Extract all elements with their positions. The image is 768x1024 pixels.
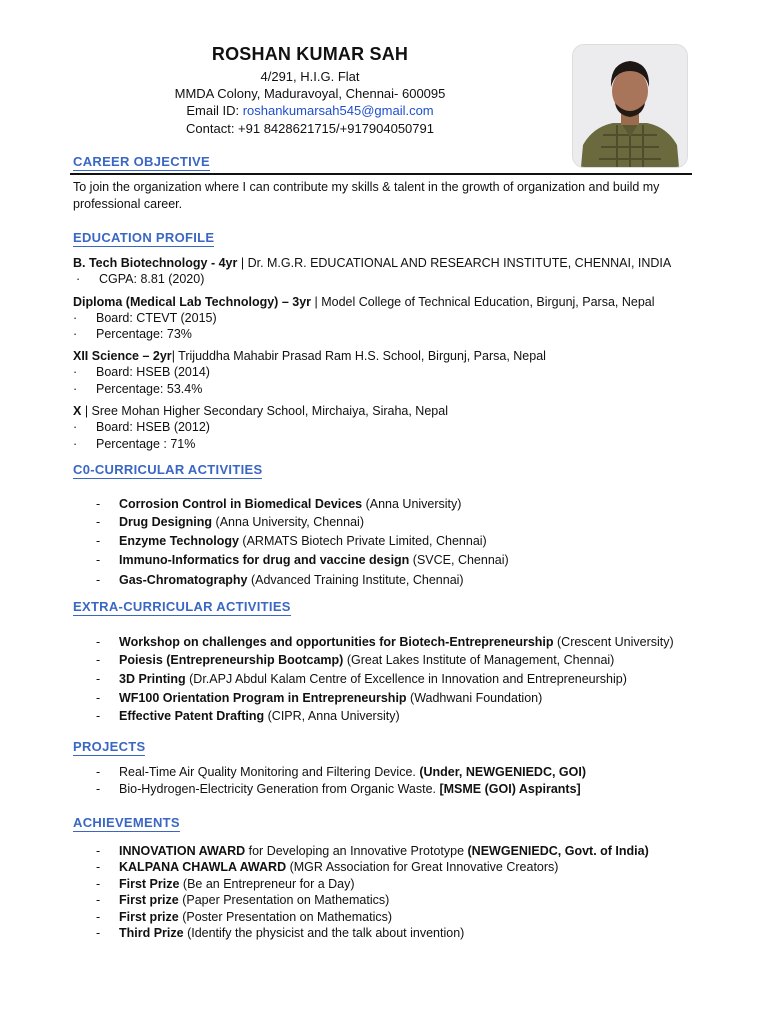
dash-marker: - <box>96 534 101 548</box>
extracurricular-heading: EXTRA-CURRICULAR ACTIVITIES <box>73 599 291 614</box>
achievements-heading: ACHIEVEMENTS <box>73 815 180 830</box>
diploma-institute: | Model College of Technical Education, Birgunj, Parsa, Nepal <box>311 295 655 309</box>
dash-marker: - <box>96 844 101 858</box>
item-detail: (MGR Association for Great Innovative Creators) <box>286 860 559 874</box>
dash-marker: - <box>96 926 101 940</box>
item-title: Real-Time Air Quality Monitoring and Filtering Device. <box>119 765 420 779</box>
x-institute: | Sree Mohan Higher Secondary School, Mirchaiya, Siraha, Nepal <box>81 404 448 418</box>
item-title: INNOVATION AWARD <box>119 844 246 858</box>
bullet-marker: · <box>73 437 78 451</box>
item-detail: (CIPR, Anna University) <box>264 709 400 723</box>
bullet-marker: · <box>73 327 78 341</box>
email-link[interactable]: roshankumarsah545@gmail.com <box>242 103 434 118</box>
dash-marker: - <box>96 782 101 796</box>
projects-heading: PROJECTS <box>73 739 146 754</box>
x-degree: X <box>73 404 82 418</box>
item-detail: (Crescent University) <box>553 635 674 649</box>
cocurricular-heading: C0-CURRICULAR ACTIVITIES <box>73 462 263 477</box>
item-detail: (Wadhwani Foundation) <box>406 691 543 705</box>
xii-institute: | Trijuddha Mahabir Prasad Ram H.S. School, Birgunj, Parsa, Nepal <box>171 349 546 363</box>
item-title: Gas-Chromatography <box>119 573 248 587</box>
diploma-degree: Diploma (Medical Lab Technology) – 3yr <box>73 295 312 309</box>
item-extra: (NEWGENIEDC, Govt. of India) <box>467 844 649 858</box>
dash-marker: - <box>96 515 101 529</box>
item-detail: (Great Lakes Institute of Management, Chennai) <box>343 653 615 667</box>
dash-marker: - <box>96 573 101 587</box>
item-detail: (Under, NEWGENIEDC, GOI) <box>419 765 587 779</box>
item-detail: (Be an Entrepreneur for a Day) <box>179 877 355 891</box>
item-title: First Prize <box>119 877 180 891</box>
contact-line: Contact: +91 8428621715/+917904050791 <box>186 121 434 136</box>
item-detail: for Developing an Innovative Prototype <box>245 844 468 858</box>
item-title: First prize <box>119 893 179 907</box>
btech-degree: B. Tech Biotechnology - 4yr <box>73 256 238 270</box>
item-title: First prize <box>119 910 179 924</box>
dash-marker: - <box>96 691 101 705</box>
bullet-marker: · <box>73 382 78 396</box>
education-x <box>73 404 448 418</box>
career-objective-heading: CAREER OBJECTIVE <box>73 154 210 169</box>
header-divider <box>70 173 692 175</box>
btech-institute: | Dr. M.G.R. EDUCATIONAL AND RESEARCH INSTITUTE, CHENNAI, INDIA <box>237 256 672 270</box>
education-heading: EDUCATION PROFILE <box>73 230 215 245</box>
profile-photo <box>572 44 688 168</box>
bullet-text: Percentage: 53.4% <box>96 382 203 396</box>
item-detail: (Dr.APJ Abdul Kalam Centre of Excellence in Innovation and Entrepreneurship) <box>185 672 627 686</box>
dash-marker: - <box>96 497 101 511</box>
item-detail: (Poster Presentation on Mathematics) <box>178 910 393 924</box>
dash-marker: - <box>96 765 101 779</box>
dash-marker: - <box>96 635 101 649</box>
dash-marker: - <box>96 893 101 907</box>
item-detail: (Anna University) <box>362 497 462 511</box>
item-title: Enzyme Technology <box>119 534 239 548</box>
item-detail: (Anna University, Chennai) <box>212 515 364 529</box>
item-title: KALPANA CHAWLA AWARD <box>119 860 287 874</box>
bullet-marker: · <box>76 272 81 286</box>
dash-marker: - <box>96 553 101 567</box>
bullet-text: Percentage : 71% <box>96 437 196 451</box>
item-detail: (Identify the physicist and the talk about invention) <box>183 926 465 940</box>
item-title: Bio-Hydrogen-Electricity Generation from Organic Waste. <box>119 782 440 796</box>
item-title: WF100 Orientation Program in Entrepreneurship <box>119 691 407 705</box>
education-xii <box>73 349 546 363</box>
dash-marker: - <box>96 910 101 924</box>
item-title: Effective Patent Drafting <box>119 709 265 723</box>
profile-photo-icon <box>573 45 687 167</box>
bullet-marker: · <box>73 311 78 325</box>
address-line-2: MMDA Colony, Maduravoyal, Chennai- 600095 <box>174 86 446 101</box>
item-title: 3D Printing <box>119 672 186 686</box>
item-detail: [MSME (GOI) Aspirants] <box>439 782 581 796</box>
item-detail: (SVCE, Chennai) <box>409 553 509 567</box>
item-detail: (Advanced Training Institute, Chennai) <box>247 573 464 587</box>
address-line-1: 4/291, H.I.G. Flat <box>260 69 360 84</box>
email-line <box>0 103 620 118</box>
item-detail: (Paper Presentation on Mathematics) <box>178 893 390 907</box>
item-title: Drug Designing <box>119 515 213 529</box>
bullet-text: Board: CTEVT (2015) <box>96 311 217 325</box>
education-btech <box>73 256 671 270</box>
item-title: Immuno-Informatics for drug and vaccine design <box>119 553 410 567</box>
xii-degree: XII Science – 2yr <box>73 349 172 363</box>
email-label: Email ID: <box>186 103 243 118</box>
bullet-text: Percentage: 73% <box>96 327 192 341</box>
item-title: Third Prize <box>119 926 184 940</box>
dash-marker: - <box>96 709 101 723</box>
dash-marker: - <box>96 653 101 667</box>
career-objective-text: To join the organization where I can contribute my skills & talent in the growth of organization and build my professional career. <box>73 180 660 211</box>
bullet-marker: · <box>73 365 78 379</box>
candidate-name: ROSHAN KUMAR SAH <box>211 44 409 64</box>
item-title: Workshop on challenges and opportunities for Biotech-Entrepreneurship <box>119 635 554 649</box>
bullet-marker: · <box>73 420 78 434</box>
dash-marker: - <box>96 672 101 686</box>
item-detail: (ARMATS Biotech Private Limited, Chennai) <box>238 534 487 548</box>
item-title: Corrosion Control in Biomedical Devices <box>119 497 363 511</box>
bullet-text: Board: HSEB (2012) <box>96 420 210 434</box>
dash-marker: - <box>96 877 101 891</box>
bullet-text: Board: HSEB (2014) <box>96 365 210 379</box>
dash-marker: - <box>96 860 101 874</box>
bullet-text: CGPA: 8.81 (2020) <box>99 272 205 286</box>
item-title: Poiesis (Entrepreneurship Bootcamp) <box>119 653 344 667</box>
education-diploma <box>73 295 655 309</box>
